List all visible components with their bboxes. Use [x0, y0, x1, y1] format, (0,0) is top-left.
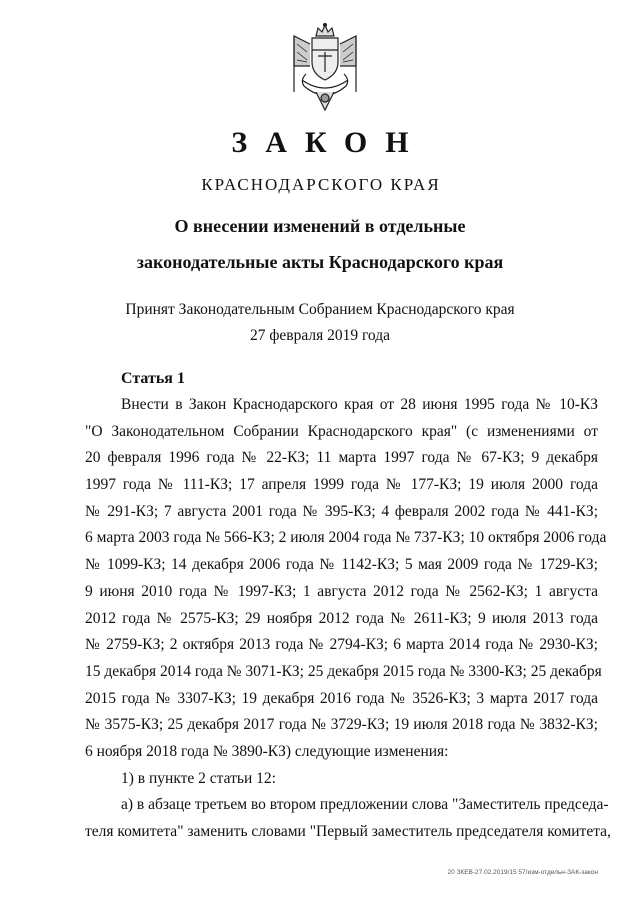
article-body [85, 392, 611, 846]
body-line: 6 марта 2003 года № 566-КЗ; 2 июля 2004 года № 737-КЗ; 10 октября 2006 года [85, 529, 607, 547]
body-line: 20 февраля 1996 года № 22-КЗ; 11 марта 1997 года № 67-КЗ; 9 декабря [85, 449, 598, 467]
body-line: 1) в пункте 2 статьи 12: [121, 769, 276, 787]
document-region: КРАСНОДАРСКОГО КРАЯ [201, 175, 441, 194]
adoption-line: Принят Законодательным Собранием Краснодарского края [125, 301, 515, 318]
body-line: "О Законодательном Собрании Краснодарского края" (с изменениями от [85, 422, 598, 440]
body-line: теля комитета" заменить словами "Первый заместитель председателя комитета, [85, 823, 611, 840]
document-heading [0, 208, 640, 280]
adoption-note [0, 297, 640, 349]
body-line: № 291-КЗ; 7 августа 2001 года № 395-КЗ; 4 февраля 2002 года № 441-КЗ; [85, 502, 598, 520]
body-line: а) в абзаце третьем во втором предложении слова "Заместитель председа- [121, 796, 609, 814]
article-title: Статья 1 [121, 370, 185, 387]
body-line: 15 декабря 2014 года № 3071-КЗ; 25 декабря 2015 года № 3300-КЗ; 25 декабря [85, 662, 602, 680]
document-title: ЗАКОН [231, 126, 427, 159]
adoption-date: 27 февраля 2019 года [249, 327, 391, 344]
body-line: 9 июня 2010 года № 1997-КЗ; 1 августа 2012 года № 2562-КЗ; 1 августа [85, 582, 598, 600]
body-line: 2015 года № 3307-КЗ; 19 декабря 2016 года № 3526-КЗ; 3 марта 2017 года [85, 689, 598, 707]
body-line: 2012 года № 2575-КЗ; 29 ноября 2012 года № 2611-КЗ; 9 июля 2013 года [85, 609, 598, 627]
heading-line: О внесении изменений в отдельные [174, 216, 466, 236]
body-line: 1997 года № 111-КЗ; 17 апреля 1999 года № 177-КЗ; 19 июля 2000 года [85, 476, 598, 494]
body-line: 6 ноября 2018 года № 3890-КЗ) следующие изменения: [85, 742, 449, 760]
heading-line: законодательные акты Краснодарского края [136, 252, 504, 272]
document-footer-code: 20 ЗКЕВ-27.02.2019/15 57/изм-отдельн-ЗАК-закон [447, 869, 598, 876]
body-line: № 1099-КЗ; 14 декабря 2006 года № 1142-КЗ; 5 мая 2009 года № 1729-КЗ; [85, 556, 598, 574]
body-line: № 3575-КЗ; 25 декабря 2017 года № 3729-КЗ; 19 июля 2018 года № 3832-КЗ; [85, 716, 598, 734]
body-line: Внести в Закон Краснодарского края от 28 июня 1995 года № 10-КЗ [121, 396, 598, 413]
coat-of-arms-emblem [282, 22, 368, 114]
body-line: № 2759-КЗ; 2 октября 2013 года № 2794-КЗ; 6 марта 2014 года № 2930-КЗ; [85, 636, 598, 654]
